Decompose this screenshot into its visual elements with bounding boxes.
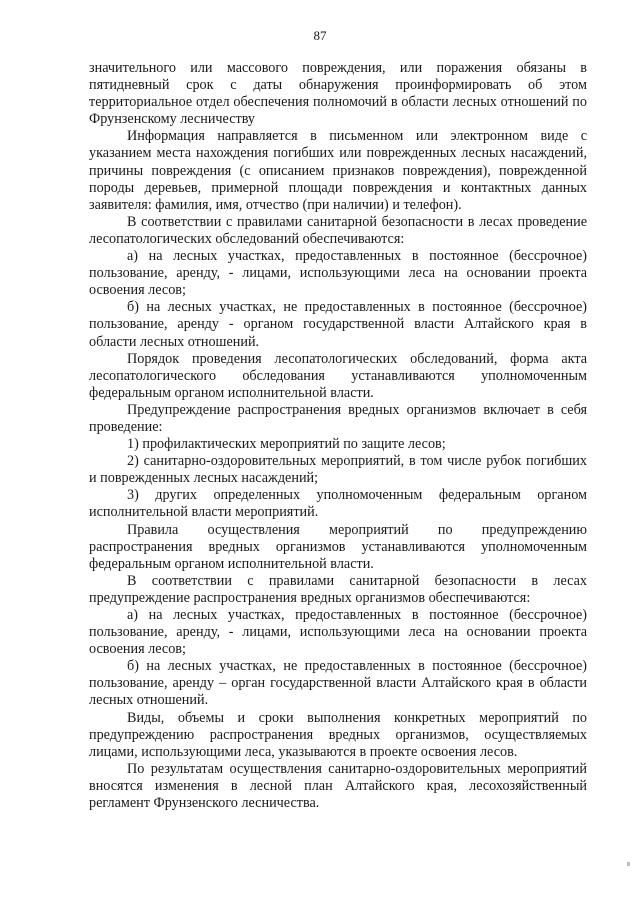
paragraph: Информация направляется в письменном или электронном виде с указанием места нахождения погибших или поврежденных лесных насаждений, причины повреждения (с описанием признаков повреждения), поврежденной породы деревьев, примерной площади повреждения и контактных данных заявителя: фамилия, имя, отчество (при наличии) и телефон). (89, 128, 587, 213)
list-item: а) на лесных участках, предоставленных в постоянное (бессрочное) пользование, аренду, - лицами, использующими леса на основании проекта освоения лесов; (89, 607, 587, 658)
list-item: 2) санитарно-оздоровительных мероприятий, в том числе рубок погибших и поврежденных лесных насаждений; (89, 453, 587, 487)
paragraph: В соответствии с правилами санитарной безопасности в лесах предупреждение распространения вредных организмов обеспечиваются: (89, 572, 587, 606)
list-item: б) на лесных участках, не предоставленных в постоянное (бессрочное) пользование, аренду – орган государственной власти Алтайского края в области лесных отношений. (89, 658, 587, 709)
paragraph: Виды, объемы и сроки выполнения конкретных мероприятий по предупреждению распространения вредных организмов, осуществляемых лицами, использующими леса, указываются в проекте освоения лесов. (89, 709, 587, 760)
scan-speck (627, 862, 630, 866)
paragraph-continuation: значительного или массового повреждения, или поражения обязаны в пятидневный срок с даты обнаружения проинформировать об этом территориальное отдел обеспечения полномочий в области лесных отношений по Фрунзенскому лесничеству (89, 60, 587, 128)
body-text (89, 60, 587, 812)
paragraph: В соответствии с правилами санитарной безопасности в лесах проведение лесопатологических обследований обеспечиваются: (89, 213, 587, 247)
paragraph: По результатам осуществления санитарно-оздоровительных мероприятий вносятся изменения в лесной план Алтайского края, лесохозяйственный регламент Фрунзенского лесничества. (89, 760, 587, 812)
page-number: 87 (313, 28, 327, 43)
paragraph: Предупреждение распространения вредных организмов включает в себя проведение: (89, 401, 587, 435)
list-item: б) на лесных участках, не предоставленных в постоянное (бессрочное) пользование, аренду - органом государственной власти Алтайского края в области лесных отношений. (89, 299, 587, 350)
paragraph: Правила осуществления мероприятий по предупреждению распространения вредных организмов устанавливаются уполномоченным федеральным органом исполнительной власти. (89, 521, 587, 572)
paragraph: Порядок проведения лесопатологических обследований, форма акта лесопатологического обследования устанавливаются уполномоченным федеральным органом исполнительной власти. (89, 350, 587, 401)
list-item: а) на лесных участках, предоставленных в постоянное (бессрочное) пользование, аренду, - лицами, использующими леса на основании проекта освоения лесов; (89, 248, 587, 299)
list-item: 1) профилактических мероприятий по защите лесов; (127, 436, 446, 453)
list-item: 3) других определенных уполномоченным федеральным органом исполнительной власти мероприятий. (89, 487, 587, 521)
